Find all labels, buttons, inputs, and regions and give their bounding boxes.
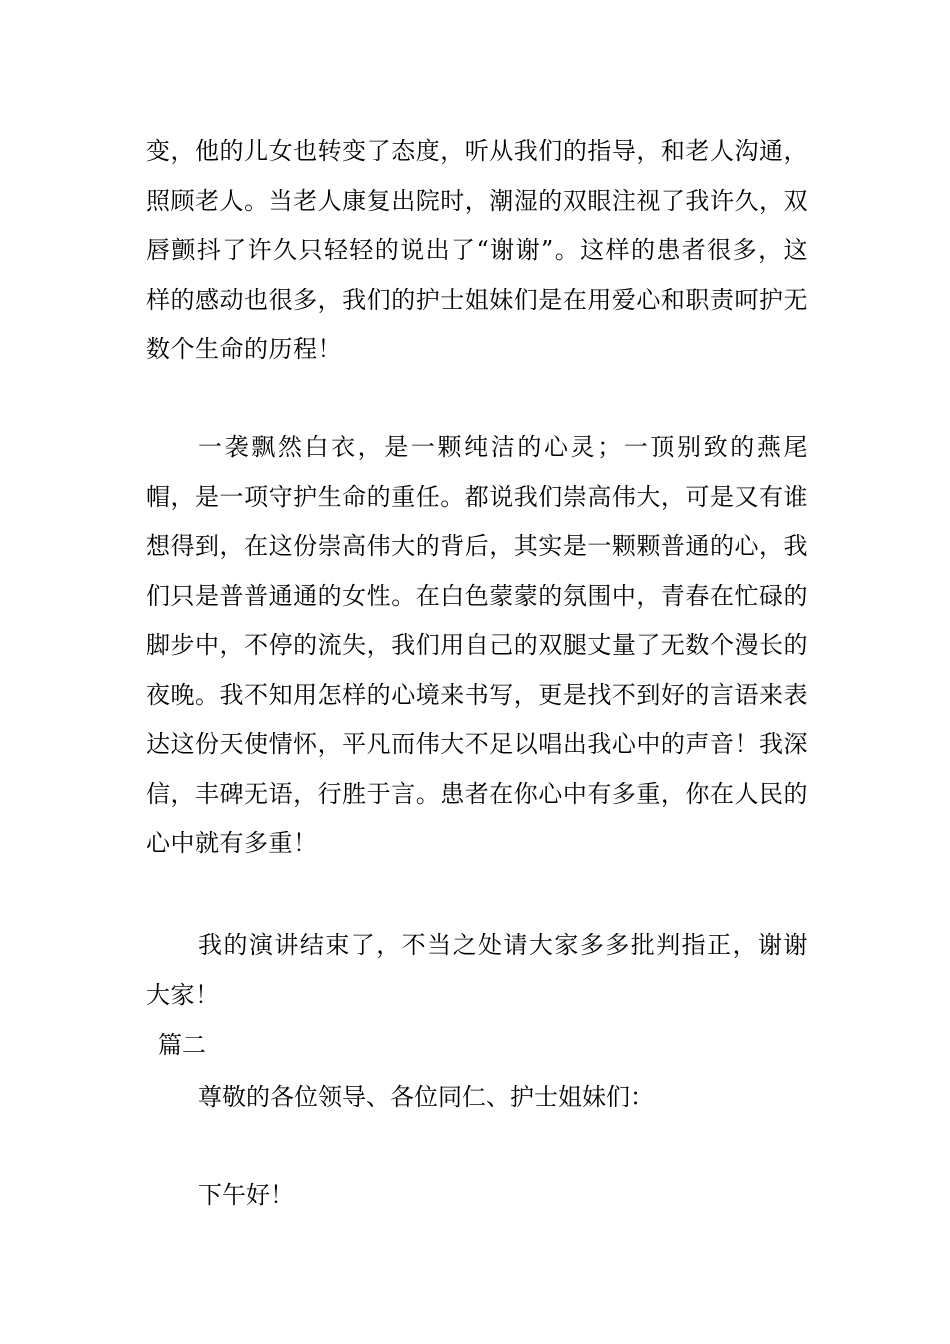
paragraph-white-coat: 一袭飘然白衣，是一颗纯洁的心灵；一顶别致的燕尾帽，是一项守护生命的重任。都说我们崇高伟大，可是又有谁想得到，在这份崇高伟大的背后，其实是一颗颗普通的心，我们只是普普通通的女性。在白色蒙蒙的氛围中，青春在忙碌的脚步中，不停的流失，我们用自己的双腿丈量了无数个漫长的夜晚。我不知用怎样的心境来书写，更是找不到好的言语来表达这份天使情怀，平凡而伟大不足以唱出我心中的声音！我深信，丰碑无语，行胜于言。患者在你心中有多重，你在人民的心中就有多重！: [146, 433, 808, 857]
greeting: 下午好！: [198, 1181, 294, 1209]
section-heading: 篇二: [158, 1031, 206, 1059]
paragraph-continuation: 变，他的儿女也转变了态度，听从我们的指导，和老人沟通，照顾老人。当老人康复出院时，潮湿的双眼注视了我许久，双唇颤抖了许久只轻轻的说出了“谢谢”。这样的患者很多，这样的感动也很多，我们的护士姐妹们是在用爱心和职责呵护无数个生命的历程！: [146, 137, 808, 363]
salutation: 尊敬的各位领导、各位同仁、护士姐妹们：: [198, 1083, 654, 1111]
paragraph-closing: 我的演讲结束了，不当之处请大家多多批判指正，谢谢大家！: [146, 931, 808, 1009]
